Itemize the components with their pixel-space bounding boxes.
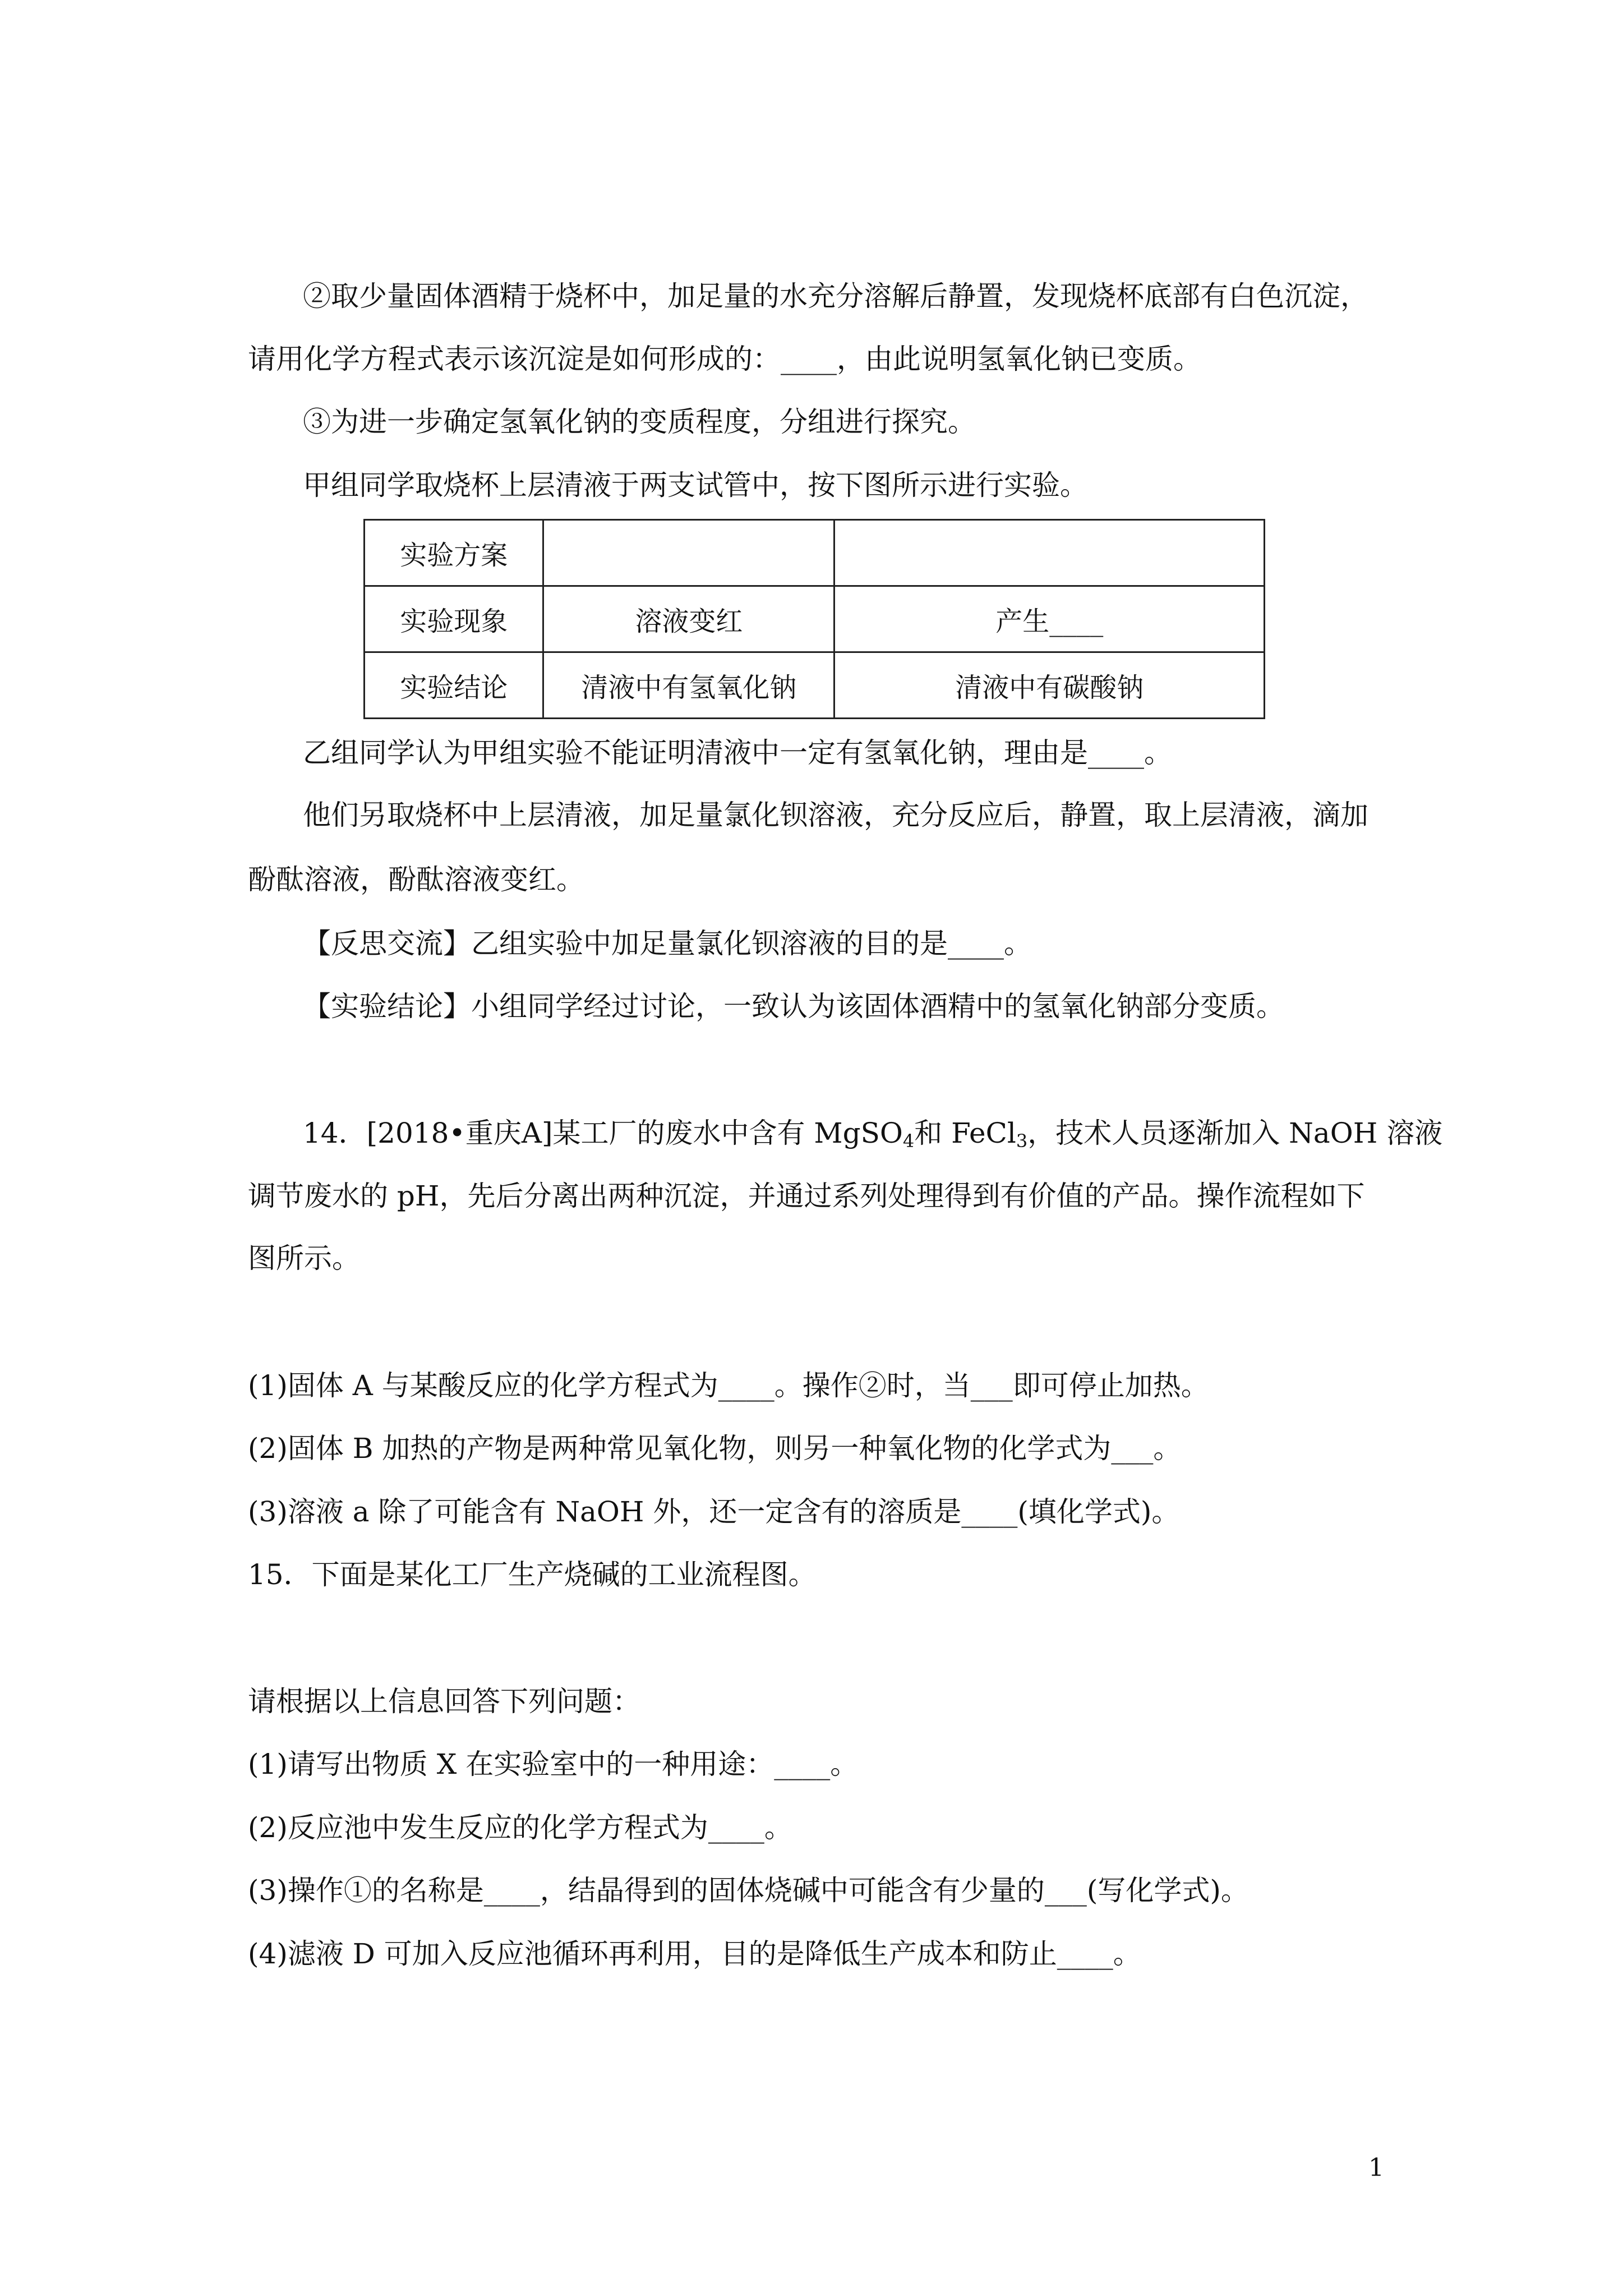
q13-reflection: 【反思交流】乙组实验中加足量氯化钡溶液的目的是____。 <box>303 927 1032 960</box>
table-cell: 清液中有碳酸钠 <box>834 652 1265 719</box>
table-row <box>365 652 1265 719</box>
q14-sub3: (3)溶液 a 除了可能含有 NaOH 外，还一定含有的溶质是____(填化学式)。 <box>248 1496 1180 1528</box>
q13-conclusion: 【实验结论】小组同学经过讨论，一致认为该固体酒精中的氢氧化钠部分变质。 <box>303 990 1284 1023</box>
q13-step2-line2: 请用化学方程式表示该沉淀是如何形成的：____，由此说明氢氧化钠已变质。 <box>248 343 1201 375</box>
table-cell: 实验现象 <box>365 586 543 652</box>
table-row <box>365 520 1265 586</box>
q14-line3: 图所示。 <box>248 1242 360 1274</box>
table-cell: 实验结论 <box>365 652 543 719</box>
q14-sub1: (1)固体 A 与某酸反应的化学方程式为____。操作②时，当___即可停止加热。 <box>248 1369 1209 1402</box>
q15-sub1: (1)请写出物质 X 在实验室中的一种用途：____。 <box>248 1748 859 1780</box>
table-cell: 产生____ <box>834 586 1265 652</box>
table-cell: 溶液变红 <box>543 586 834 652</box>
q14-sub2: (2)固体 B 加热的产物是两种常见氧化物，则另一种氧化物的化学式为___。 <box>248 1432 1182 1465</box>
q13-group-b-opinion: 乙组同学认为甲组实验不能证明清液中一定有氢氧化钠，理由是____。 <box>303 737 1172 769</box>
q14-line1-part-a: 14．[2018•重庆A]某工厂的废水中含有 MgSO <box>303 1117 903 1149</box>
q14-subscript-3: 3 <box>1016 1130 1028 1152</box>
q13-group-b-line2: 酚酞溶液，酚酞溶液变红。 <box>248 863 584 896</box>
q14-subscript-4: 4 <box>902 1130 915 1152</box>
q13-step2-line1: ②取少量固体酒精于烧杯中，加足量的水充分溶解后静置，发现烧杯底部有白色沉淀， <box>303 280 1368 312</box>
q13-group-b-line1: 他们另取烧杯中上层清液，加足量氯化钡溶液，充分反应后，静置，取上层清液，滴加 <box>303 799 1368 831</box>
page-number: 1 <box>1368 2154 1384 2182</box>
q13-step3: ③为进一步确定氢氧化钠的变质程度，分组进行探究。 <box>303 406 976 438</box>
q15-sub3: (3)操作①的名称是____，结晶得到的固体烧碱中可能含有少量的___(写化学式)。 <box>248 1874 1249 1907</box>
q15-sub4: (4)滤液 D 可加入反应池循环再利用，目的是降低生产成本和防止____。 <box>248 1938 1141 1970</box>
q15-sub2: (2)反应池中发生反应的化学方程式为____。 <box>248 1811 792 1844</box>
q13-group-a-intro: 甲组同学取烧杯上层清液于两支试管中，按下图所示进行实验。 <box>303 469 1088 501</box>
table-row <box>365 586 1265 652</box>
q14-line2: 调节废水的 pH，先后分离出两种沉淀，并通过系列处理得到有价值的产品。操作流程如下 <box>248 1180 1365 1212</box>
q15-prompt: 请根据以上信息回答下列问题： <box>248 1685 640 1718</box>
q14-line1-part-b: 和 FeCl <box>914 1117 1016 1149</box>
q15-title: 15．下面是某化工厂生产烧碱的工业流程图。 <box>248 1558 817 1591</box>
table-cell <box>834 520 1265 586</box>
table-cell <box>543 520 834 586</box>
table-cell: 清液中有氢氧化钠 <box>543 652 834 719</box>
q14-line1-part-c: ，技术人员逐渐加入 NaOH 溶液 <box>1027 1117 1443 1149</box>
table-cell: 实验方案 <box>365 520 543 586</box>
q14-line1 <box>303 1116 1442 1150</box>
experiment-table <box>363 519 1265 719</box>
